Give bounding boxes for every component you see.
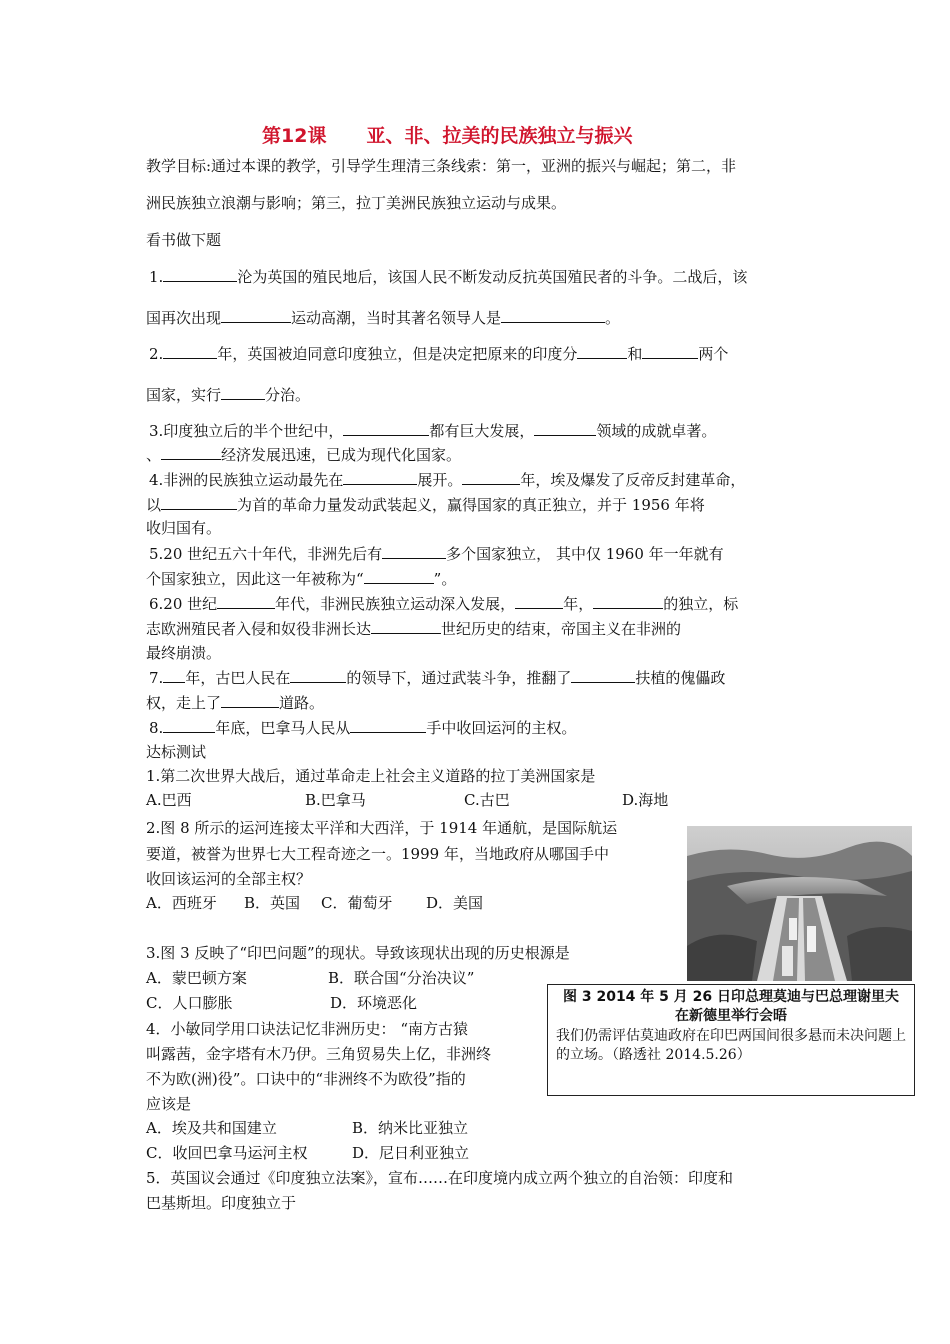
- answer-blank[interactable]: [534, 420, 596, 436]
- test-3-option-b[interactable]: B．联合国“分治决议”: [328, 969, 475, 987]
- test-2-option-b[interactable]: B．英国: [244, 894, 301, 912]
- objective-line-1: 教学目标:通过本课的教学，引导学生理清三条线索：第一，亚洲的振兴与崛起；第二，非: [146, 157, 737, 175]
- answer-blank[interactable]: [642, 343, 698, 359]
- test-2-line-3: 收回该运河的全部主权？: [146, 870, 312, 888]
- answer-blank[interactable]: [221, 692, 279, 708]
- canal-photo: [687, 826, 912, 981]
- answer-blank[interactable]: [343, 420, 429, 436]
- test-3-option-d[interactable]: D．环境恶化: [330, 994, 418, 1012]
- test-1-option-b[interactable]: B.巴拿马: [305, 791, 366, 809]
- test-4-line-3: 不为欧(洲)役”。口诀中的“非洲终不为欧役”指的: [146, 1070, 466, 1088]
- test-1-option-c[interactable]: C.古巴: [464, 791, 510, 809]
- question-4-line-2: 以 为首的革命力量发动武装起义，赢得国家的真正独立，并于 1956 年将: [146, 496, 705, 514]
- answer-blank[interactable]: [577, 343, 627, 359]
- question-4-line-3: 收归国有。: [146, 519, 222, 537]
- test-5-line-1: 5．英国议会通过《印度独立法案》，宣布……在印度境内成立两个独立的自治领：印度和: [146, 1169, 734, 1187]
- question-8-line-1: 8. 年底，巴拿马人民从 手中收回运河的主权。: [149, 719, 577, 737]
- question-5-line-2: 个国家独立，因此这一年被称为“ ”。: [146, 570, 457, 588]
- question-2-line-2: 国家，实行 分治。: [146, 386, 311, 404]
- test-3-stem: 3.图 3 反映了“印巴问题”的现状。导致该现状出现的历史根源是: [146, 944, 570, 962]
- question-7-line-1: 7. 年，古巴人民在 的领导下，通过武装斗争，推翻了 扶植的傀儡政: [149, 669, 726, 687]
- test-1-stem: 1.第二次世界大战后，通过革命走上社会主义道路的拉丁美洲国家是: [146, 767, 596, 785]
- answer-blank[interactable]: [163, 343, 217, 359]
- answer-blank[interactable]: [382, 543, 446, 559]
- question-2-line-1: 2. 年，英国被迫同意印度独立，但是决定把原来的印度分 和 两个: [149, 345, 729, 363]
- lesson-number: 第12课: [262, 125, 327, 147]
- figure-caption-title: 图 3 2014 年 5 月 26 日印总理莫迪与巴总理谢里夫在新德里举行会晤: [562, 989, 900, 1024]
- test-2-option-d[interactable]: D．美国: [426, 894, 484, 912]
- question-5-line-1: 5.20 世纪五六十年代，非洲先后有 多个国家独立， 其中仅 1960 年一年就有: [149, 545, 724, 563]
- test-2-line-2: 要道，被誉为世界七大工程奇迹之一。1999 年，当地政府从哪国手中: [146, 845, 609, 863]
- answer-blank[interactable]: [371, 618, 441, 634]
- test-5-line-2: 巴基斯坦。印度独立于: [146, 1194, 297, 1212]
- question-6-line-2: 志欧洲殖民者入侵和奴役非洲长达 世纪历史的结束，帝国主义在非洲的: [146, 620, 682, 638]
- test-2-option-c[interactable]: C．葡萄牙: [321, 894, 393, 912]
- test-4-option-a[interactable]: A．埃及共和国建立: [146, 1119, 277, 1137]
- question-3-line-1: 3.印度独立后的半个世纪中， 都有巨大发展， 领域的成就卓著。: [149, 422, 717, 440]
- answer-blank[interactable]: [593, 593, 663, 609]
- answer-blank[interactable]: [462, 469, 520, 485]
- canal-locks-image: [687, 826, 912, 981]
- answer-blank[interactable]: [515, 593, 563, 609]
- answer-blank[interactable]: [343, 469, 417, 485]
- answer-blank[interactable]: [161, 444, 221, 460]
- test-4-option-b[interactable]: B．纳米比亚独立: [352, 1119, 469, 1137]
- test-4-line-2: 叫露茜，金字塔有木乃伊。三角贸易失上亿，非洲终: [146, 1045, 492, 1063]
- answer-blank[interactable]: [221, 384, 265, 400]
- question-3-line-2: 、 经济发展迅速，已成为现代化国家。: [146, 446, 462, 464]
- test-4-line-1: 4．小敏同学用口诀法记忆非洲历史： “南方古猿: [146, 1020, 468, 1038]
- answer-blank[interactable]: [290, 667, 346, 683]
- question-4-line-1: 4.非洲的民族独立运动最先在 展开。 年，埃及爆发了反帝反封建革命，: [149, 471, 746, 489]
- question-1-line-2: 国再次出现 运动高潮，当时其著名领导人是 。: [146, 309, 621, 327]
- test-2-option-a[interactable]: A．西班牙: [146, 894, 217, 912]
- test-4-option-d[interactable]: D．尼日利亚独立: [352, 1144, 470, 1162]
- question-6-line-3: 最终崩溃。: [146, 644, 222, 662]
- figure-caption-box: [547, 984, 915, 1096]
- objective-line-2: 洲民族独立浪潮与影响；第三，拉丁美洲民族独立运动与成果。: [146, 194, 567, 212]
- answer-blank[interactable]: [364, 568, 434, 584]
- answer-blank[interactable]: [571, 667, 635, 683]
- test-2-line-1: 2.图 8 所示的运河连接太平洋和大西洋，于 1914 年通航，是国际航运: [146, 819, 618, 837]
- figure-caption-text: 我们仍需评估莫迪政府在印巴两国间很多悬而未决问题上的立场。（路透社 2014.5.26）: [556, 1028, 906, 1063]
- answer-blank[interactable]: [163, 667, 185, 683]
- answer-blank[interactable]: [161, 494, 237, 510]
- answer-blank[interactable]: [501, 307, 605, 323]
- question-1-line-1: 1. 沦为英国的殖民地后，该国人民不断发动反抗英国殖民者的斗争。二战后，该: [149, 268, 748, 286]
- page-title: [262, 126, 632, 146]
- lesson-title: 亚、非、拉美的民族独立与振兴: [366, 125, 633, 147]
- test-4-line-4: 应该是: [146, 1095, 192, 1113]
- test-3-option-a[interactable]: A．蒙巴顿方案: [146, 969, 247, 987]
- question-7-line-2: 权，走上了 道路。: [146, 694, 325, 712]
- section-heading-test: 达标测试: [146, 743, 207, 761]
- test-3-option-c[interactable]: C．人口膨胀: [146, 994, 233, 1012]
- answer-blank[interactable]: [350, 717, 426, 733]
- test-4-option-c[interactable]: C．收回巴拿马运河主权: [146, 1144, 308, 1162]
- answer-blank[interactable]: [163, 717, 215, 733]
- test-1-option-a[interactable]: A.巴西: [146, 791, 192, 809]
- question-6-line-1: 6.20 世纪 年代，非洲民族独立运动深入发展， 年， 的独立，标: [149, 595, 739, 613]
- answer-blank[interactable]: [163, 266, 237, 282]
- test-1-option-d[interactable]: D.海地: [622, 791, 669, 809]
- answer-blank[interactable]: [221, 307, 291, 323]
- section-heading-reading: 看书做下题: [146, 231, 222, 249]
- answer-blank[interactable]: [217, 593, 275, 609]
